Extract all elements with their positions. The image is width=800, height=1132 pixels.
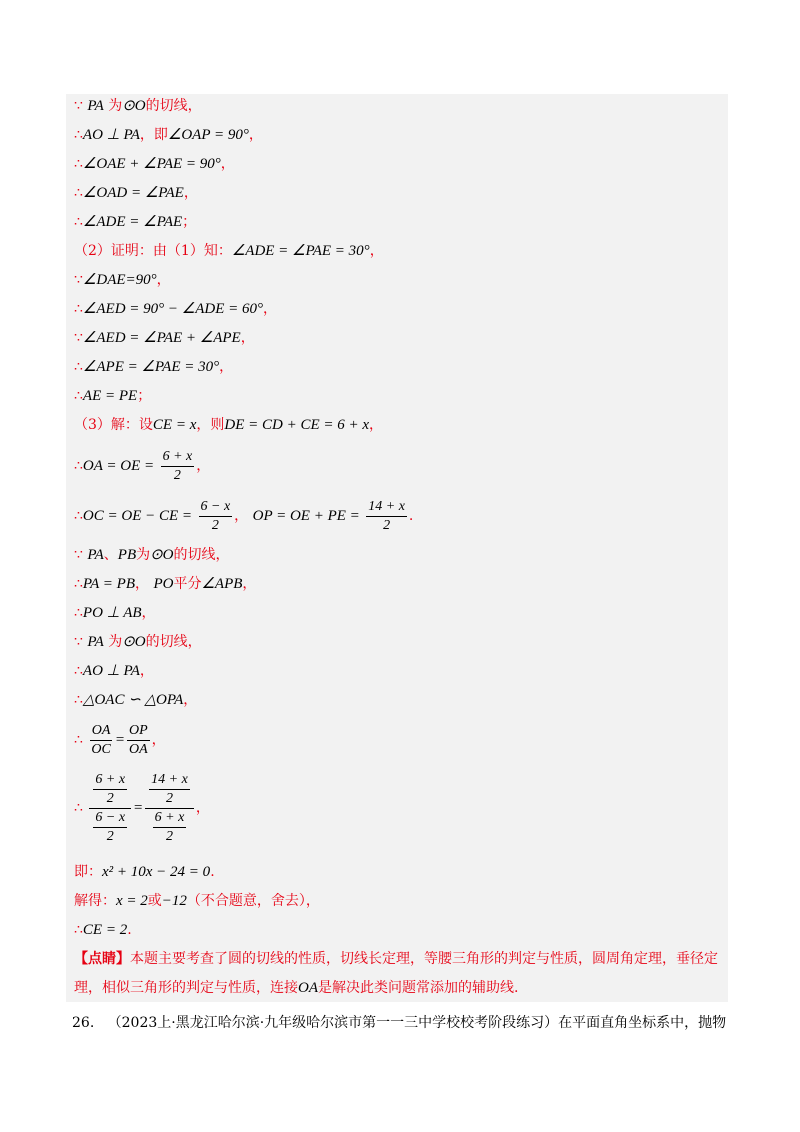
- key-point-note: [74, 945, 724, 1003]
- line-1: ∵ PA 为⊙O的切线，: [74, 98, 202, 114]
- line-5: ∴∠ADE = ∠PAE；: [74, 214, 197, 230]
- line-2: ∴AO ⊥ PA，即∠OAP = 90°，: [74, 127, 263, 143]
- line-7: ∵∠DAE=90°，: [74, 272, 171, 288]
- line-19: ∴AO ⊥ PA，: [74, 663, 154, 679]
- line-15: ∵ PA、PB为⊙O的切线，: [74, 547, 230, 563]
- key-point-var: OA: [298, 980, 318, 996]
- line-20: ∴△OAC ∽ △OPA，: [74, 692, 198, 708]
- fraction: $\frac{OA}{OC}$: [91, 722, 111, 757]
- line-9: ∵∠AED = ∠PAE + ∠APE，: [74, 330, 255, 346]
- compound-fraction: $\frac{\frac{6 + x}{2}}{\frac{6 - x}{2}}$: [89, 771, 131, 846]
- line-18: ∵ PA 为⊙O的切线，: [74, 634, 202, 650]
- line-16: ∴PA = PB， PO平分∠APB，: [74, 576, 257, 592]
- line-6: （2）证明：由（1）知：∠ADE = ∠PAE = 30°，: [74, 243, 384, 259]
- question-text: （2023上·黑龙江哈尔滨·九年级哈尔滨市第一一三中学校校考阶段练习）在平面直角坐标系中，抛物: [107, 1015, 727, 1031]
- line-10: ∴∠APE = ∠PAE = 30°，: [74, 359, 234, 375]
- fraction: $\frac{6 + x}{2}$: [162, 448, 193, 483]
- line-12: （3）解：设CE = x，则DE = CD + CE = 6 + x，: [74, 417, 384, 433]
- line-3: ∴∠OAE + ∠PAE = 90°，: [74, 156, 235, 172]
- line-17: ∴PO ⊥ AB，: [74, 605, 156, 621]
- line-25: ∴CE = 2.: [74, 922, 132, 938]
- line-23: 即：x² + 10x − 24 = 0.: [74, 864, 215, 880]
- line-14: ∴OC = OE − CE = $\frac{6 - x}{2}$ ， OP = OE + PE = $\frac{14 + x}{2}$ .: [74, 498, 414, 533]
- line-11: ∴AE = PE；: [74, 388, 152, 404]
- key-point-text: 本题主要考查了圆的切线的性质，切线长定理，等腰三角形的判定与性质，圆周角定理，垂径定理，相似三角形的判定与性质，连接: [74, 951, 718, 996]
- line-21: ∴ $\frac{OA}{OC}$ = $\frac{OP}{OA}$ ，: [74, 722, 166, 757]
- line-13: ∴OA = OE = $\frac{6 + x}{2}$ ，: [74, 448, 211, 483]
- fraction: $\frac{14 + x}{2}$: [368, 498, 405, 533]
- key-point-label: 【点睛】: [74, 951, 130, 967]
- fraction: $\frac{6 - x}{2}$: [200, 498, 231, 533]
- line-4: ∴∠OAD = ∠PAE，: [74, 185, 198, 201]
- next-question: [72, 1010, 732, 1036]
- compound-fraction: $\frac{\frac{14 + x}{2}}{\frac{6 + x}{2}}$: [145, 771, 194, 846]
- line-24: 解得：x = 2或−12（不合题意，舍去），: [74, 893, 320, 909]
- line-8: ∴∠AED = 90° − ∠ADE = 60°，: [74, 301, 277, 317]
- line-22: ∴ $\frac{\frac{6 + x}{2}}{\frac{6 - x}{2}}$ = $\frac{\frac{14 + x}{2}}{\frac{6 + x}{2}}$ ，: [74, 771, 210, 844]
- key-point-text-end: 是解决此类问题常添加的辅助线.: [318, 980, 519, 996]
- fraction: $\frac{OP}{OA}$: [128, 722, 148, 757]
- question-number: 26.: [72, 1015, 95, 1031]
